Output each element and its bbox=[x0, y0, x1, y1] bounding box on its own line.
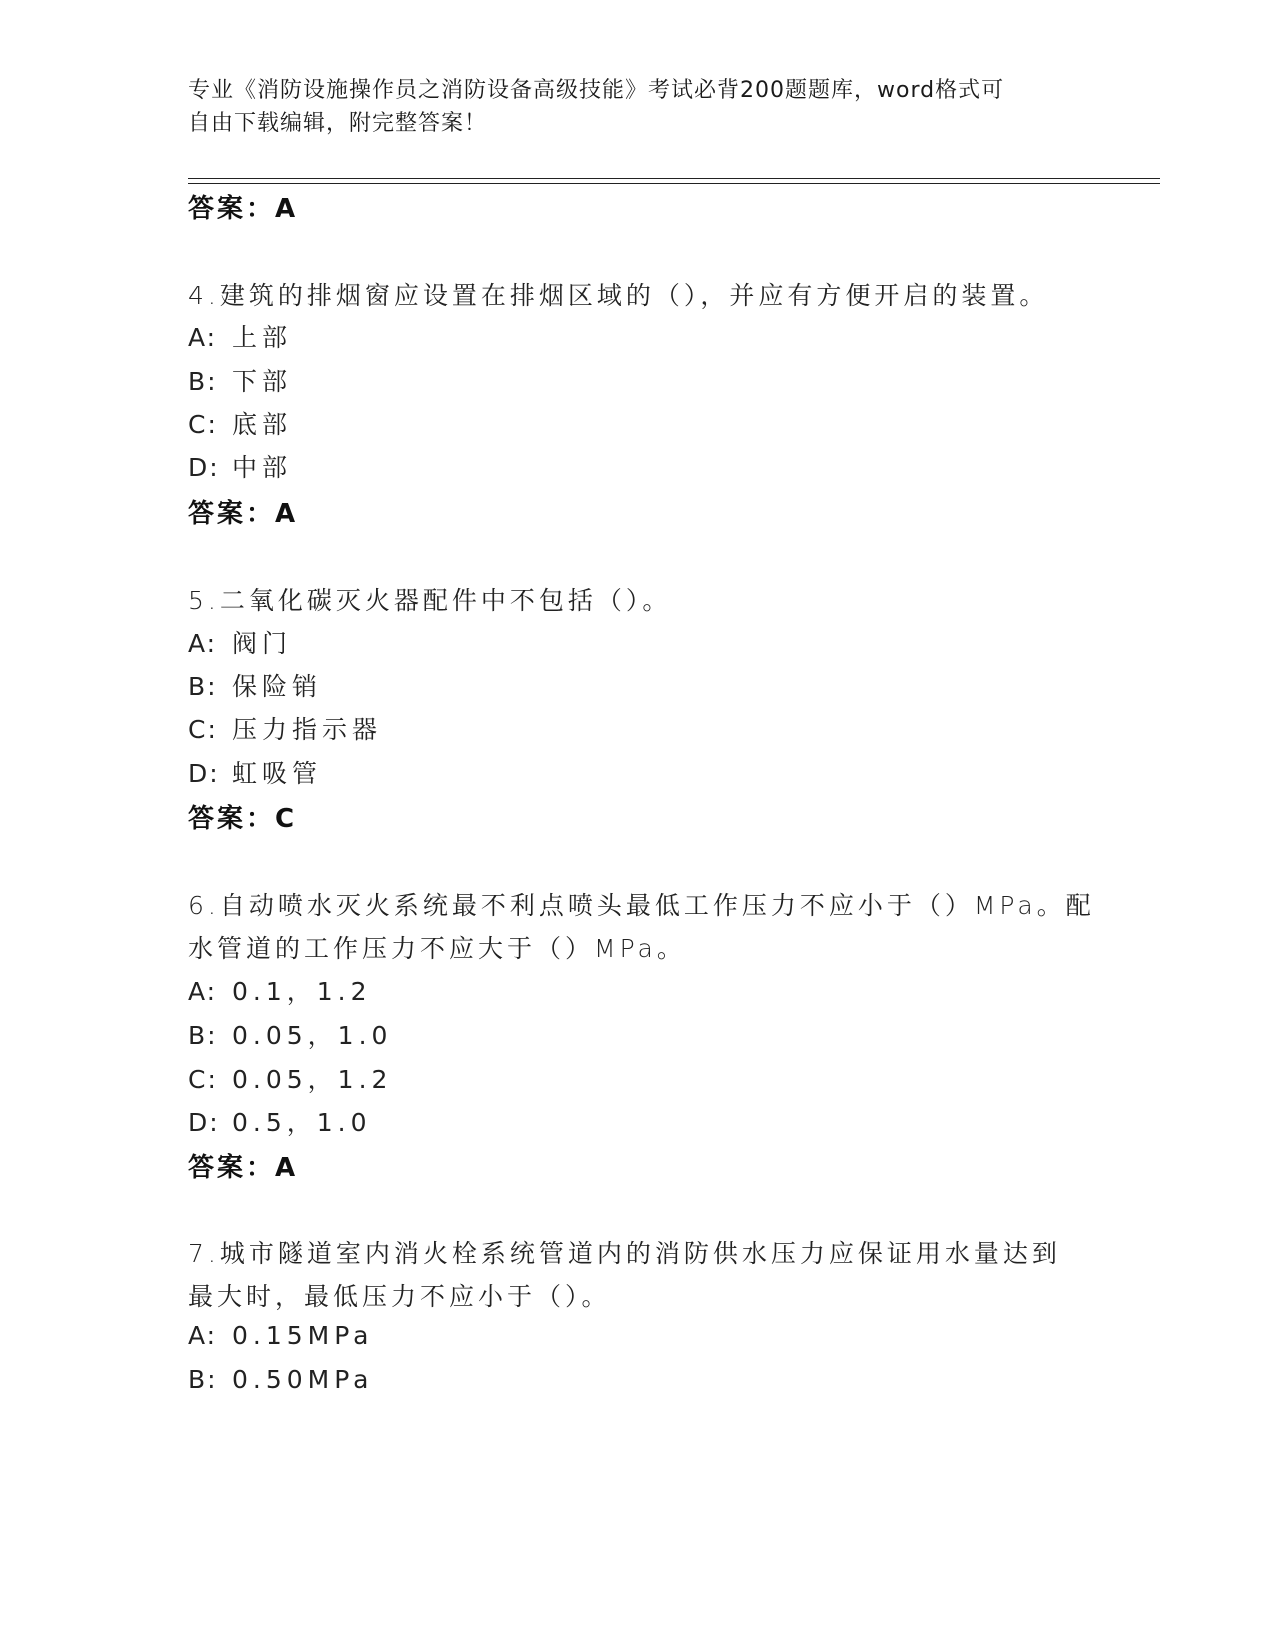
option-key: B: bbox=[188, 672, 218, 701]
option-text: 0.1，1.2 bbox=[232, 977, 372, 1006]
option-key: C: bbox=[188, 410, 218, 439]
option-text: 0.15MPa bbox=[232, 1321, 374, 1350]
question-stem: 6.自动喷水灭火系统最不利点喷头最低工作压力不应小于（）MPa。配 bbox=[188, 891, 1095, 920]
option-text: 底部 bbox=[232, 410, 293, 439]
option-key: A: bbox=[188, 977, 218, 1006]
option-key: D: bbox=[188, 453, 220, 482]
option-b bbox=[188, 1365, 374, 1394]
option-text: 0.50MPa bbox=[232, 1365, 374, 1394]
option-d bbox=[188, 448, 292, 484]
answer-line: 答案：C bbox=[188, 804, 298, 834]
option-text: 下部 bbox=[232, 367, 293, 396]
option-text: 上部 bbox=[232, 323, 293, 352]
option-b bbox=[188, 362, 292, 398]
option-key: A: bbox=[188, 323, 218, 352]
option-key: D: bbox=[188, 1108, 220, 1137]
option-key: A: bbox=[188, 1321, 218, 1350]
question-stem-continued: 水管道的工作压力不应大于（）MPa。 bbox=[188, 934, 686, 963]
question-stem-continued: 最大时，最低压力不应小于（）。 bbox=[188, 1282, 611, 1311]
option-d bbox=[188, 754, 322, 790]
option-key: A: bbox=[188, 629, 218, 658]
option-text: 压力指示器 bbox=[232, 715, 383, 744]
header-divider-top bbox=[188, 178, 1160, 179]
option-text: 保险销 bbox=[232, 672, 323, 701]
option-text: 0.05，1.0 bbox=[232, 1021, 393, 1050]
document-header bbox=[188, 74, 1068, 140]
option-text: 阀门 bbox=[232, 629, 293, 658]
question-stem: 7.城市隧道室内消火栓系统管道内的消防供水压力应保证用水量达到 bbox=[188, 1239, 1061, 1268]
question-stem: 4.建筑的排烟窗应设置在排烟区域的（），并应有方便开启的装置。 bbox=[188, 281, 1049, 310]
option-d bbox=[188, 1103, 372, 1139]
option-key: B: bbox=[188, 1021, 218, 1050]
header-line-2: 自由下载编辑，附完整答案！ bbox=[188, 111, 488, 136]
answer-line: 答案：A bbox=[188, 499, 299, 529]
option-c bbox=[188, 710, 382, 746]
option-key: C: bbox=[188, 715, 218, 744]
option-text: 中部 bbox=[232, 453, 293, 482]
option-b bbox=[188, 1016, 392, 1052]
option-key: C: bbox=[188, 1065, 218, 1094]
option-a bbox=[188, 972, 372, 1008]
option-a bbox=[188, 624, 292, 660]
option-key: D: bbox=[188, 759, 220, 788]
option-text: 虹吸管 bbox=[232, 759, 323, 788]
header-line-1: 专业《消防设施操作员之消防设备高级技能》考试必背200题题库，word格式可 bbox=[188, 78, 1005, 103]
option-b bbox=[188, 667, 322, 703]
answer-line: 答案：A bbox=[188, 1153, 299, 1183]
option-text: 0.05，1.2 bbox=[232, 1065, 393, 1094]
option-c bbox=[188, 405, 292, 441]
answer-line: 答案：A bbox=[188, 194, 299, 224]
option-key: B: bbox=[188, 367, 218, 396]
question-stem: 5.二氧化碳灭火器配件中不包括（）。 bbox=[188, 586, 672, 615]
option-a bbox=[188, 1321, 374, 1350]
option-a bbox=[188, 318, 292, 354]
option-key: B: bbox=[188, 1365, 218, 1394]
option-text: 0.5，1.0 bbox=[232, 1108, 372, 1137]
option-c bbox=[188, 1060, 392, 1096]
header-divider-bottom bbox=[188, 183, 1160, 184]
